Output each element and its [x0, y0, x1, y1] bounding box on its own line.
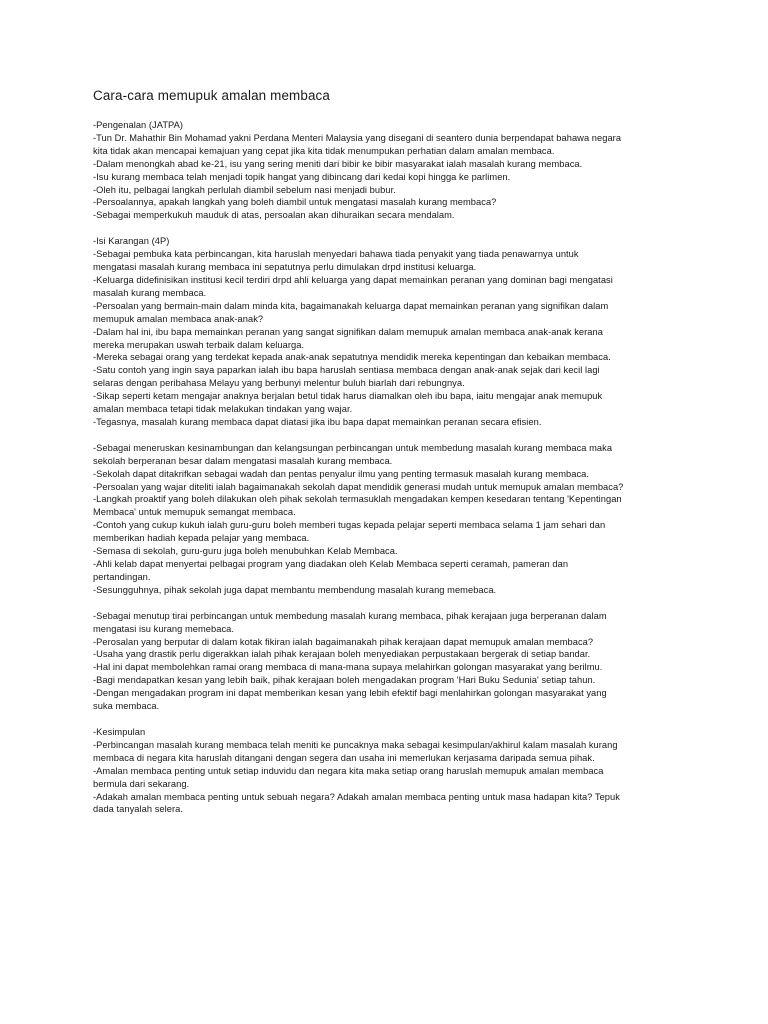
paragraph-line: -Sebagai memperkukuh mauduk di atas, persoalan akan dihuraikan secara mendalam. [93, 210, 455, 221]
paragraph-line: -Amalan membaca penting untuk setiap induvidu dan negara kita maka setiap orang haruslah memupuk amalan membaca [93, 765, 604, 776]
paragraph-line: -Perbincangan masalah kurang membaca telah meniti ke puncaknya maka sebagai kesimpulan/akhirul kalam masalah kurang [93, 739, 618, 750]
paragraph-line: -Isu kurang membaca telah menjadi topik hangat yang dibincang dari kedai kopi hingga ke parlimen. [93, 171, 511, 182]
document-section [93, 442, 708, 597]
paragraph-line: -Bagi mendapatkan kesan yang lebih baik, pihak kerajaan boleh mengadakan program 'Hari Buku Sedunia' setiap tahun. [93, 675, 596, 686]
paragraph-line: -Persoalan yang wajar diteliti ialah bagaimanakah sekolah dapat mendidik generasi mudah untuk memupuk amalan membaca? [93, 481, 624, 492]
document-body [93, 119, 708, 816]
paragraph-line: membaca di negara kita haruslah ditangani dengan segera dan usaha ini memerlukan kerjasama daripada semua pihak. [93, 752, 595, 763]
paragraph-line: -Persoalannya, apakah langkah yang boleh diambil untuk mengatasi masalah kurang membaca? [93, 197, 497, 208]
paragraph-line: -Mereka sebagai orang yang terdekat kepada anak-anak sepatutnya mendidik mereka kepentingan dan kebaikan membaca. [93, 352, 611, 363]
paragraph-line: -Sebagai pembuka kata perbincangan, kita haruslah menyedari bahawa tiada penyakit yang tiada penawarnya untuk [93, 249, 579, 260]
paragraph-line: mengatasi masalah kurang membaca ini sepatutnya perlu dimulakan drpd institusi keluarga. [93, 262, 477, 273]
paragraph-line: masalah kurang membaca. [93, 287, 207, 298]
paragraph-line: selaras dengan peribahasa Melayu yang berbunyi melentur buluh biarlah dari rebungnya. [93, 378, 465, 389]
section-heading: -Pengenalan (JATPA) [93, 120, 184, 130]
paragraph-line: -Adakah amalan membaca penting untuk sebuah negara? Adakah amalan membaca penting untuk masa hadapan kita? Tepuk [93, 791, 620, 802]
document-section [93, 726, 708, 816]
document-section [93, 119, 708, 222]
paragraph-line: -Ahli kelab dapat menyertai pelbagai program yang diadakan oleh Kelab Membaca seperti ceramah, pameran dan [93, 559, 569, 569]
paragraph-line: Membaca' untuk memupuk semangat membaca. [93, 507, 296, 518]
paragraph-line: -Hal ini dapat membolehkan ramai orang membaca di mana-mana supaya melahirkan golongan masyarakat yang berilmu. [93, 662, 603, 673]
paragraph-line: -Perosalan yang berputar di dalam kotak fikiran ialah bagaimanakah pihak kerajaan dapat memupuk amalan membaca? [93, 636, 594, 647]
paragraph-line: -Dengan mengadakan program ini dapat memberikan kesan yang lebih efektif bagi menlahirkan golongan masyarakat yang [93, 688, 607, 699]
paragraph-line: -Sebagai menutup tirai perbincangan untuk membedung masalah kurang membaca, pihak kerajaan juga berperanan dalam [93, 610, 607, 621]
paragraph-line: -Langkah proaktif yang boleh dilakukan oleh pihak sekolah termasuklah mengadakan kempen kesedaran tentang 'Kepentingan [93, 494, 622, 505]
document-section [93, 610, 708, 713]
section-heading: -Isi Karangan (4P) [93, 236, 170, 247]
paragraph-line: sekolah berperanan besar dalam mengatasi masalah kurang membaca. [93, 455, 393, 466]
paragraph-line: -Sekolah dapat ditakrifkan sebagai wadah dan pentas penyalur ilmu yang penting termasuk masalah kurang membaca. [93, 468, 589, 479]
paragraph-line: kita tidak akan mencapai kemajuan yang cepat jika kita tidak menumpukan perhatian dalam amalan membaca. [93, 145, 555, 156]
paragraph-line: -Sesungguhnya, pihak sekolah juga dapat membantu membendung masalah kurang memebaca. [93, 584, 497, 595]
paragraph-line: -Sebagai meneruskan kesinambungan dan kelangsungan perbincangan untuk membedung masalah kurang membaca maka [93, 442, 613, 453]
paragraph-line: -Keluarga didefinisikan institusi kecil terdiri drpd ahli keluarga yang dapat memainkan peranan yang dominan bagi mengatasi [93, 274, 613, 285]
paragraph-line: -Tun Dr. Mahathir Bin Mohamad yakni Perdana Menteri Malaysia yang disegani di seantero dunia berpendapat bahawa negara [93, 132, 622, 143]
document-title: Cara-cara memupuk amalan membaca [93, 88, 330, 103]
paragraph-line: bermula dari sekarang. [93, 778, 190, 789]
paragraph-line: mengatasi isu kurang memebaca. [93, 623, 235, 634]
paragraph-line: memupuk amalan membaca anak-anak? [93, 313, 264, 324]
paragraph-line: -Semasa di sekolah, guru-guru juga boleh menubuhkan Kelab Membaca. [93, 546, 398, 557]
paragraph-line: -Dalam menongkah abad ke-21, isu yang sering meniti dari bibir ke bibir masyarakat ialah masalah kurang membaca. [93, 158, 583, 169]
paragraph-line: dada tanyalah selera. [93, 804, 183, 815]
paragraph-line: suka membaca. [93, 701, 160, 712]
document-section [93, 235, 708, 429]
paragraph-line: -Usaha yang drastik perlu digerakkan ialah pihak kerajaan boleh menyediakan perpustakaan bergerak di setiap bandar. [93, 649, 591, 660]
paragraph-line: -Dalam hal ini, ibu bapa memainkan peranan yang sangat signifikan dalam memupuk amalan membaca anak-anak kerana [93, 326, 603, 337]
paragraph-line: -Contoh yang cukup kukuh ialah guru-guru boleh memberi tugas kepada pelajar seperti membaca selama 1 jam sehari dan [93, 520, 606, 531]
paragraph-line: -Sikap seperti ketam mengajar anaknya berjalan betul tidak harus diamalkan oleh ibu bapa, iaitu mengajar anak memupuk [93, 391, 603, 402]
paragraph-line: -Persoalan yang bermain-main dalam minda kita, bagaimanakah keluarga dapat memainkan peranan yang signifikan dalam [93, 300, 609, 311]
paragraph-line: mereka merupakan uswah terbaik dalam keluarga. [93, 339, 305, 350]
paragraph-line: memberikan hadiah kepada pelajar yang membaca. [93, 533, 310, 544]
paragraph-line: -Tegasnya, masalah kurang membaca dapat diatasi jika ibu bapa dapat memainkan peranan secara efisien. [93, 416, 542, 427]
paragraph-line: -Oleh itu, pelbagai langkah perlulah diambil sebelum nasi menjadi bubur. [93, 184, 396, 195]
section-heading: -Kesimpulan [93, 726, 146, 737]
paragraph-line: pertandingan. [93, 571, 151, 582]
paragraph-line: -Satu contoh yang ingin saya paparkan ialah ibu bapa haruslah sentiasa membaca dengan anak-anak sejak dari kecil lagi [93, 365, 600, 376]
paragraph-line: amalan membaca tetapi tidak melakukan tindakan yang wajar. [93, 404, 353, 415]
